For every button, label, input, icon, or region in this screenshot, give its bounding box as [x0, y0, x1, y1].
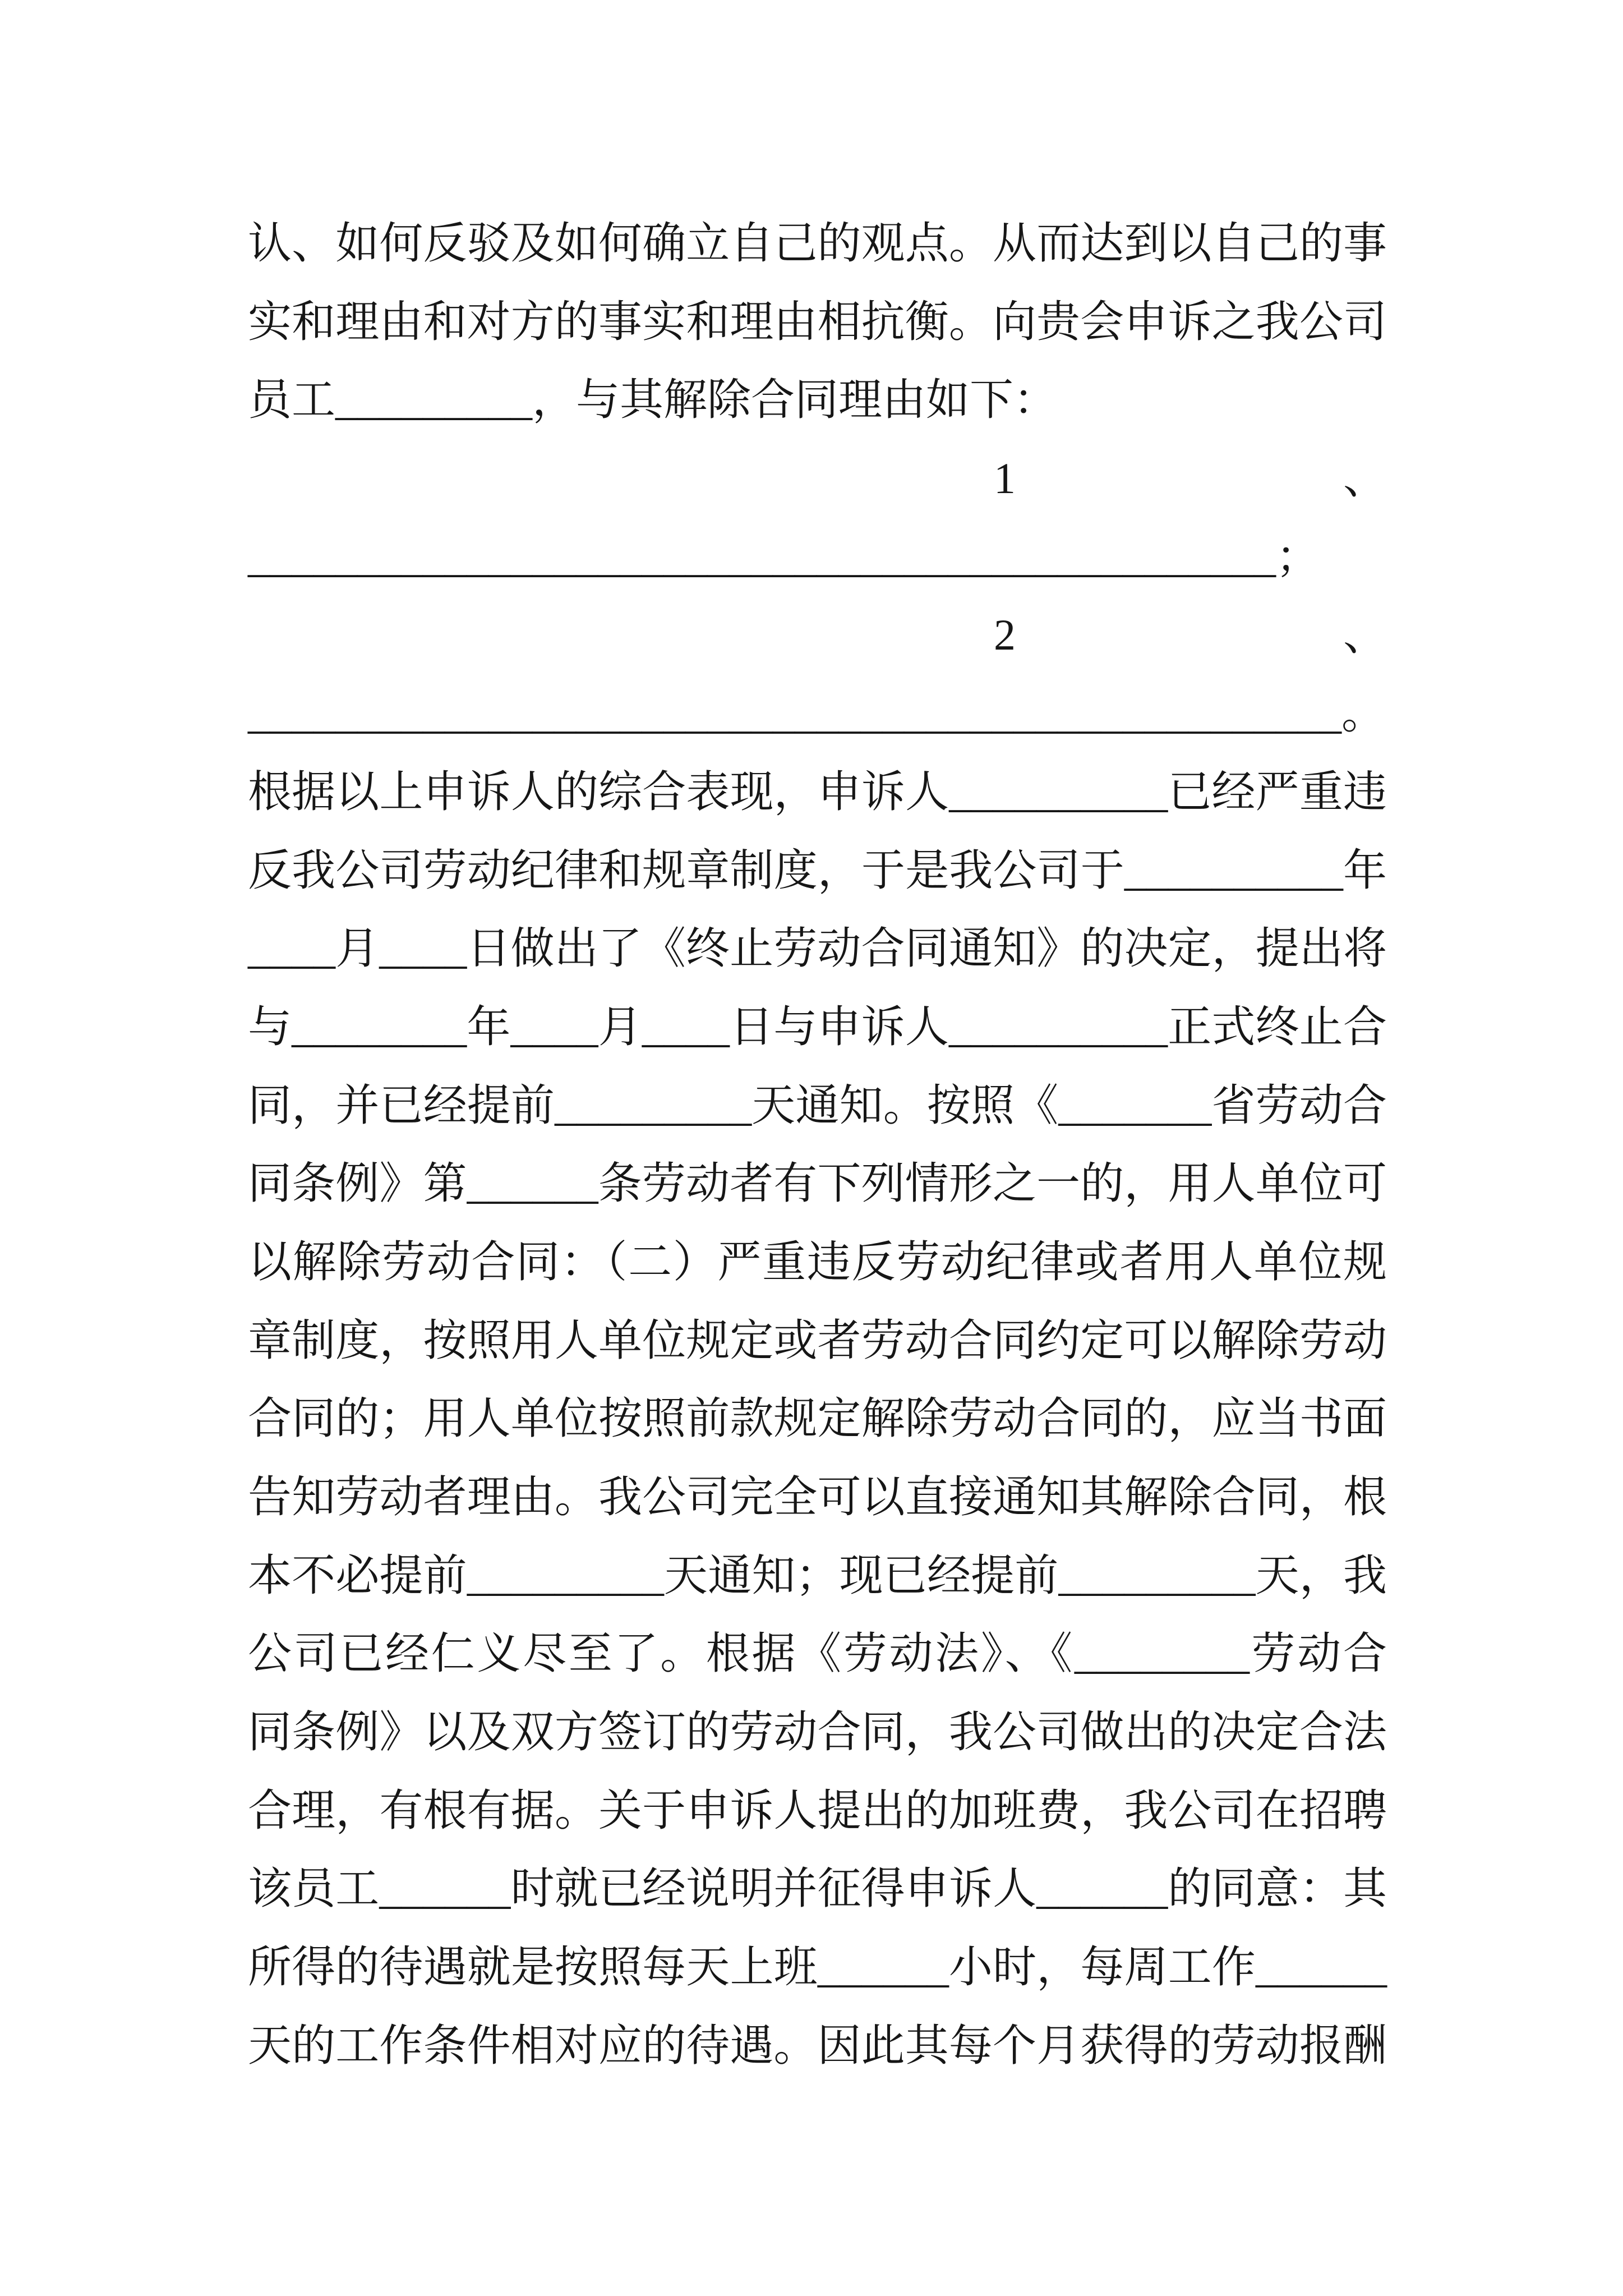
- text-line: ____月____日做出了《终止劳动合同通知》的决定，提出将: [248, 924, 1387, 973]
- text-line: 反我公司劳动纪律和规章制度，于是我公司于__________年: [248, 845, 1387, 895]
- fill-in-blank-line: __________________________________________________。: [248, 689, 1386, 738]
- document-page: [248, 204, 1387, 2085]
- text-line: 根据以上申诉人的综合表现，申诉人__________已经严重违: [248, 767, 1387, 816]
- text-line: 员工_________，与其解除合同理由如下：: [248, 375, 1058, 425]
- list-item-mark: 、: [1343, 610, 1387, 660]
- fill-in-blank-line: _______________________________________________；: [248, 532, 1320, 581]
- text-line: 天的工作条件相对应的待遇。因此其每个月获得的劳动报酬: [248, 2021, 1387, 2070]
- text-line: 本不必提前_________天通知；现已经提前_________天，我: [248, 1550, 1387, 1600]
- text-line: 与________年____月____日与申诉人__________正式终止合: [248, 1002, 1387, 1051]
- text-line: 合同的；用人单位按照前款规定解除劳动合同的，应当书面: [248, 1394, 1387, 1443]
- list-item-number: 2: [994, 610, 1016, 660]
- text-line: 同条例》以及双方签订的劳动合同，我公司做出的决定合法: [248, 1708, 1387, 1757]
- text-line: 认、如何反驳及如何确立自己的观点。从而达到以自己的事: [248, 219, 1387, 268]
- text-line: 同条例》第______条劳动者有下列情形之一的，用人单位可: [248, 1159, 1387, 1208]
- text-line: 该员工______时就已经说明并征得申诉人______的同意：其: [248, 1864, 1387, 1913]
- text-line: 同，并已经提前_________天通知。按照《_______省劳动合: [248, 1080, 1387, 1130]
- text-line: 合理，有根有据。关于申诉人提出的加班费，我公司在招聘: [248, 1786, 1387, 1835]
- text-line: 所得的待遇就是按照每天上班______小时，每周工作______: [248, 1943, 1387, 1992]
- list-item-1: [248, 439, 1387, 518]
- text-line: 章制度，按照用人单位规定或者劳动合同约定可以解除劳动: [248, 1315, 1387, 1365]
- text-line: 实和理由和对方的事实和理由相抗衡。向贵会申诉之我公司: [248, 297, 1387, 346]
- text-line: 公司已经仁义尽至了。根据《劳动法》、《________劳动合: [248, 1629, 1387, 1678]
- text-line: 告知劳动者理由。我公司完全可以直接通知其解除合同，根: [248, 1473, 1387, 1521]
- list-item-2: [248, 596, 1387, 674]
- list-item-mark: 、: [1343, 454, 1387, 503]
- list-item-number: 1: [994, 454, 1016, 503]
- text-line: 以解除劳动合同：（二）严重违反劳动纪律或者用人单位规: [248, 1237, 1387, 1286]
